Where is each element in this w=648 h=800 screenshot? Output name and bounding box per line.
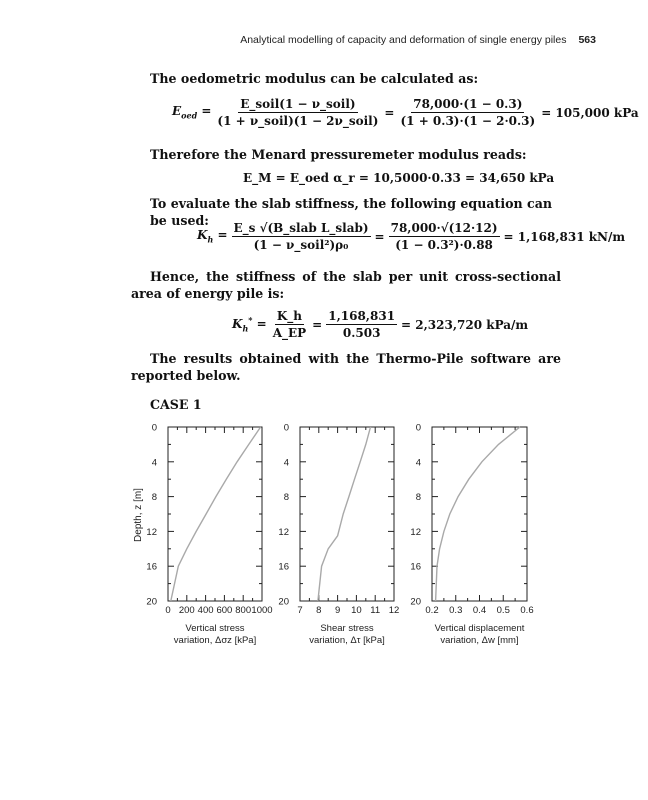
chart-2-xtick-label: 9 — [334, 605, 341, 616]
chart-1-xtick-label: 1000 — [251, 605, 273, 616]
chart-2-xtick-label: 8 — [316, 605, 322, 616]
equation-oedometric-modulus: $E_{oed}$ = $\frac{\text{E\_soil(1 − ν\_soil)}}{\text{(1 + ν\_soil)(1 − 2ν\_soil)}}$ = $\frac{78,000\cdot(1 - 0.3)}{(1 + 0.3)\cdot(1 - 2\cdot 0.3)}$ = 105,000 kPa — [172, 97, 639, 128]
chart-2-xtick-label: 10 — [351, 605, 362, 616]
chart-3-xtick-label: 0.2 — [425, 605, 439, 616]
chart-2-xlabel-line1: Shear stress — [320, 623, 374, 634]
eq3-result: = 1,168,831 kN/m — [503, 229, 626, 244]
chart-1-xtick-label: 600 — [216, 605, 233, 616]
chart-2-ytick-label: 12 — [278, 526, 289, 538]
chart-3-series-line — [436, 427, 520, 601]
chart-3-ytick-label: 8 — [415, 492, 421, 504]
chart-3-frame — [432, 427, 527, 601]
chart-1-ytick-label: 20 — [146, 596, 157, 608]
chart-2-ytick-label: 0 — [283, 422, 289, 434]
chart-2-frame — [300, 427, 394, 601]
running-title: Analytical modelling of capacity and deformation of single energy piles — [240, 34, 567, 46]
chart-3-ytick-label: 0 — [415, 422, 421, 434]
chart-1-frame — [168, 427, 262, 601]
chart-3-xlabel-line1: Vertical displacement — [434, 623, 525, 634]
paragraph-2: Therefore the Menard pressuremeter modulus reads: — [150, 147, 527, 162]
chart-3-xtick-label: 0.4 — [472, 605, 487, 616]
page-number: 563 — [578, 34, 596, 46]
eq4-den1: A_EP — [272, 326, 307, 340]
chart-1-ytick-label: 16 — [146, 561, 157, 573]
chart-3-xtick-label: 0.6 — [520, 605, 534, 616]
eq3-num2: 78,000·√(12·12) — [390, 221, 498, 235]
chart-3-ytick-label: 12 — [410, 526, 421, 538]
chart-1-series-line — [171, 427, 261, 601]
chart-2-ytick-label: 16 — [278, 561, 289, 573]
chart-3-ytick-label: 16 — [410, 561, 421, 573]
chart-1-xtick-label: 800 — [235, 605, 252, 616]
chart-1-ytick-label: 12 — [146, 526, 157, 538]
eq1-lhs-subscript: oed — [181, 110, 198, 121]
eq3-den1: (1 − ν_soil²)ρ₀ — [253, 238, 349, 252]
chart-1-xlabel-line1: Vertical stress — [185, 623, 245, 634]
eq4-num2: 1,168,831 — [328, 309, 396, 323]
chart-2-xlabel-line2: variation, Δτ [kPa] — [309, 635, 385, 646]
chart-2-series-line — [318, 427, 371, 601]
chart-1-xtick-label: 200 — [178, 605, 195, 616]
paragraph-4: Hence, the stiffness of the slab per unit cross-sectional area of energy pile is: — [131, 269, 561, 301]
eq3-den2: (1 − 0.3²)·0.88 — [395, 238, 493, 252]
eq3-num1: E_s √(B_slab L_slab) — [233, 221, 369, 235]
chart-3-xtick-label: 0.5 — [496, 605, 510, 616]
eq4-result: = 2,323,720 kPa/m — [401, 317, 529, 332]
eq1-num1: E_soil(1 − ν_soil) — [240, 97, 356, 111]
eq4-den2: 0.503 — [342, 326, 381, 340]
eq1-num2: 78,000·(1 − 0.3) — [413, 97, 523, 111]
equation-stiffness-per-area: $K_h^*$ = $\frac{K\_h}{A\_EP}$ = $\frac{1,168,831}{0.503}$ = 2,323,720 kPa/m — [232, 309, 529, 340]
eq4-num1: K_h — [276, 309, 302, 323]
paragraph-1: The oedometric modulus can be calculated as: — [150, 71, 479, 86]
paragraph-3: To evaluate the slab stiffness, the following equation can be used: — [150, 196, 553, 228]
eq1-den2: (1 + 0.3)·(1 − 2·0.3) — [400, 114, 536, 128]
case-label: CASE 1 — [150, 397, 202, 412]
chart-1-ytick-label: 0 — [151, 422, 157, 434]
chart-1-ytick-label: 8 — [151, 492, 157, 504]
chart-2-xtick-label: 11 — [370, 605, 381, 616]
chart-3-xlabel-line2: variation, Δw [mm] — [440, 635, 519, 646]
chart-3-ytick-label: 20 — [410, 596, 421, 608]
chart-2-ytick-label: 4 — [283, 457, 289, 469]
chart-2-xtick-label: 12 — [388, 605, 400, 616]
equation-slab-stiffness: $K_h$ = $\frac{\text{E\_s √(B\_slab L\_slab)}}{\text{(1 − ν\_soil²)ρ₀}}$ = $\frac{78,000\cdot√(12\cdot 12)}{\text{(1 − 0.3²)·0.88}}$ = 1,168,831 kN/m — [197, 221, 626, 252]
chart-3-ytick-label: 4 — [415, 457, 421, 469]
chart-1-xtick-label: 400 — [197, 605, 214, 616]
eq1-lhs: $E_{oed}$ = — [172, 104, 212, 121]
chart-2-ytick-label: 20 — [278, 596, 289, 608]
chart-2-ytick-label: 8 — [283, 492, 289, 504]
chart-3-xtick-label: 0.3 — [449, 605, 463, 616]
chart-2-xtick-label: 7 — [297, 605, 303, 616]
y-axis-label: Depth, z [m] — [133, 488, 144, 542]
eq1-lhs-symbol: E — [172, 104, 182, 119]
eq1-den1: (1 + ν_soil)(1 − 2ν_soil) — [217, 114, 379, 128]
chart-1-xtick-label: 0 — [165, 605, 171, 616]
eq1-result: = 105,000 kPa — [541, 105, 639, 120]
equation-menard-modulus: E_M = E_oed α_r = 10,5000·0.33 = 34,650 kPa — [243, 171, 555, 185]
paragraph-5: The results obtained with the Thermo-Pile software are reported below. — [131, 351, 561, 383]
chart-1-ytick-label: 4 — [151, 457, 157, 469]
chart-1-xlabel-line2: variation, Δσz [kPa] — [173, 635, 257, 646]
